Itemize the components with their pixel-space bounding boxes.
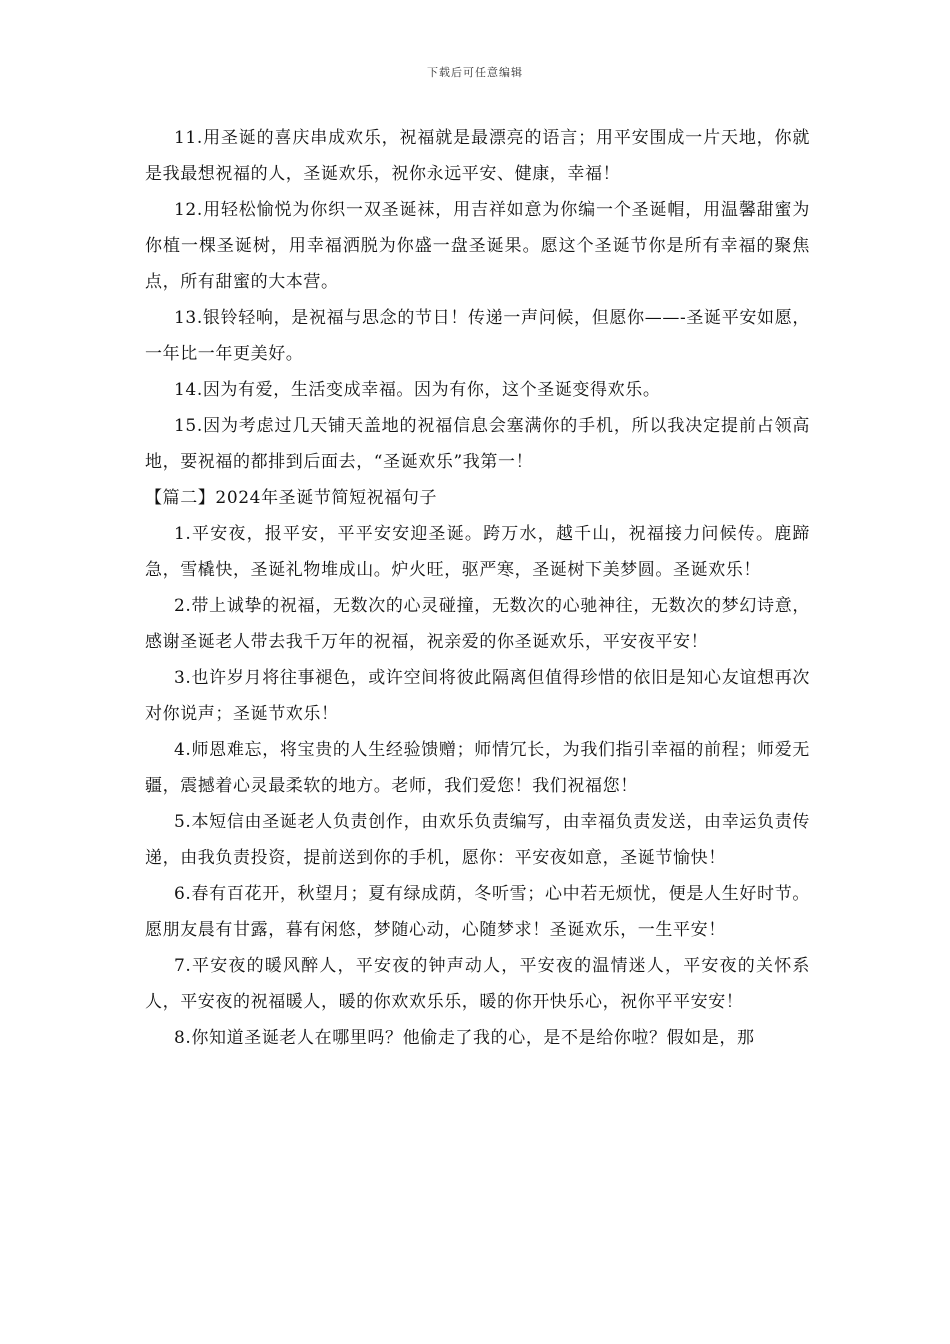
paragraph-2-2: 2.带上诚挚的祝福，无数次的心灵碰撞，无数次的心驰神往，无数次的梦幻诗意，感谢圣诞老人带去我千万年的祝福，祝亲爱的你圣诞欢乐，平安夜平安！ bbox=[145, 596, 810, 652]
document-body bbox=[145, 120, 810, 1056]
paragraph-11: 11.用圣诞的喜庆串成欢乐，祝福就是最漂亮的语言；用平安围成一片天地，你就是我最想祝福的人，圣诞欢乐，祝你永远平安、健康，幸福！ bbox=[145, 128, 810, 184]
paragraph-2-3: 3.也许岁月将往事褪色，或许空间将彼此隔离但值得珍惜的依旧是知心友谊想再次对你说声；圣诞节欢乐！ bbox=[145, 668, 810, 724]
page-header: 下载后可任意编辑 bbox=[427, 66, 523, 79]
paragraph-2-7: 7.平安夜的暖风醉人，平安夜的钟声动人，平安夜的温情迷人，平安夜的关怀系人，平安夜的祝福暖人，暖的你欢欢乐乐，暖的你开快乐心，祝你平平安安！ bbox=[145, 956, 810, 1012]
paragraph-15: 15.因为考虑过几天铺天盖地的祝福信息会塞满你的手机，所以我决定提前占领高地，要祝福的都排到后面去，“圣诞欢乐”我第一！ bbox=[145, 416, 810, 472]
paragraph-2-5: 5.本短信由圣诞老人负责创作，由欢乐负责编写，由幸福负责发送，由幸运负责传递，由我负责投资，提前送到你的手机，愿你：平安夜如意，圣诞节愉快！ bbox=[145, 812, 810, 868]
paragraph-13: 13.银铃轻响，是祝福与思念的节日！传递一声问候，但愿你——-圣诞平安如愿，一年比一年更美好。 bbox=[145, 308, 810, 364]
paragraph-2-8: 8.你知道圣诞老人在哪里吗？他偷走了我的心，是不是给你啦？假如是，那 bbox=[174, 1028, 755, 1048]
section-title: 【篇二】2024年圣诞节简短祝福句子 bbox=[145, 488, 438, 508]
paragraph-2-4: 4.师恩难忘，将宝贵的人生经验馈赠；师情冗长，为我们指引幸福的前程；师爱无疆，震撼着心灵最柔软的地方。老师，我们爱您！我们祝福您！ bbox=[145, 740, 810, 796]
paragraph-12: 12.用轻松愉悦为你织一双圣诞袜，用吉祥如意为你编一个圣诞帽，用温馨甜蜜为你植一棵圣诞树，用幸福洒脱为你盛一盘圣诞果。愿这个圣诞节你是所有幸福的聚焦点，所有甜蜜的大本营。 bbox=[145, 200, 810, 292]
paragraph-2-6: 6.春有百花开，秋望月；夏有绿成荫，冬听雪；心中若无烦忧，便是人生好时节。愿朋友晨有甘露，暮有闲悠，梦随心动，心随梦求！圣诞欢乐，一生平安！ bbox=[145, 884, 810, 940]
paragraph-2-1: 1.平安夜，报平安，平平安安迎圣诞。跨万水，越千山，祝福接力问候传。鹿蹄急，雪橇快，圣诞礼物堆成山。炉火旺，驱严寒，圣诞树下美梦圆。圣诞欢乐！ bbox=[145, 524, 810, 580]
paragraph-14: 14.因为有爱，生活变成幸福。因为有你，这个圣诞变得欢乐。 bbox=[174, 380, 661, 400]
